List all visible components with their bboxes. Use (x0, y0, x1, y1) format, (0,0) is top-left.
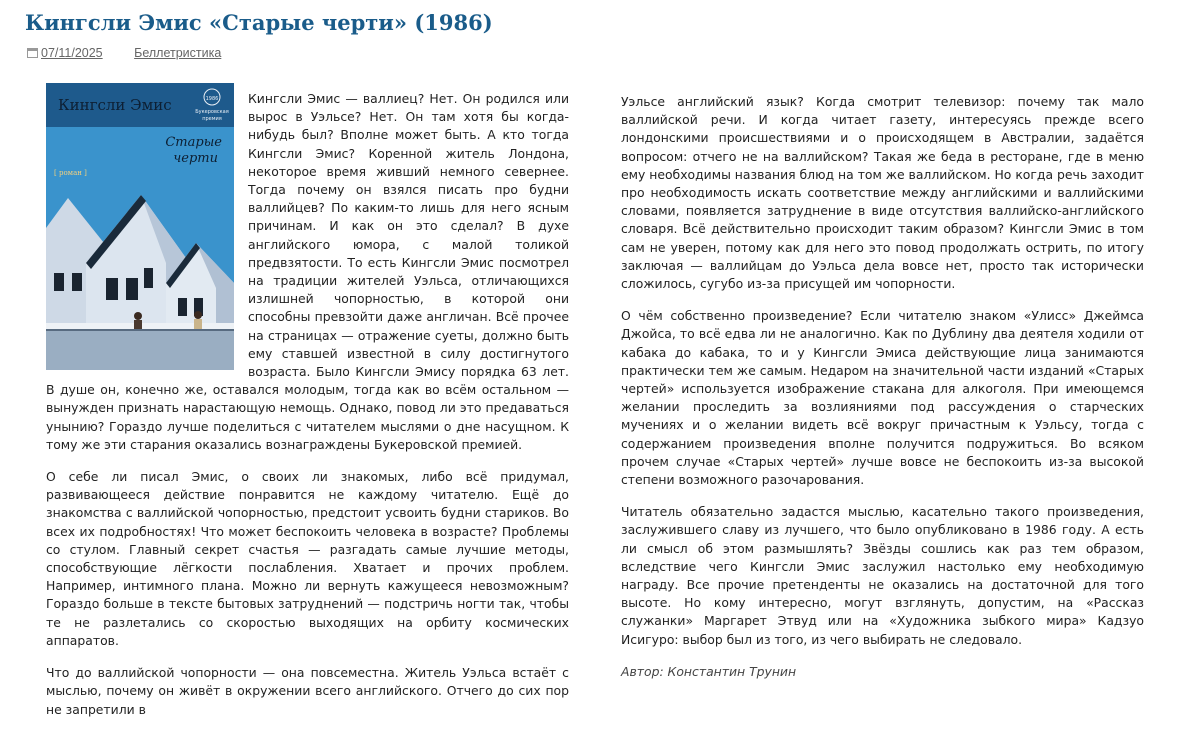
category-link[interactable]: Беллетристика (134, 46, 222, 60)
cover-year-text: 1986 (205, 96, 219, 102)
cover-award-line2: премия (202, 116, 222, 122)
article-column-left (46, 90, 569, 733)
paragraph-4: Уэльсе английский язык? Когда смотрит телевизор: почему так мало валлийской речи. И когда читает газету, интересуясь прежде всего лондонскими происшествиями и о происходящем в Австралии, задаётся вопросом: отчего не на валлийском? Такая же беда в ресторане, где в меню ему необходимы названия блюд на том же валлийском. Но когда речь заходит про необходимость искать соответствие между английскими и валлийскими словами, появляется затруднение в виде отсутствия валлийско-английского словаря. Всё действительно происходит таким образом? Кингсли Эмис в том сам не уверен, потому как для него это повод продолжать острить, по итогу заключая — валлийцам до Уэльса дела вовсе нет, просто так исторически сложилось, сугубо из-за присущей им чопорности. (621, 94, 1144, 292)
cover-badge: [ роман ] (54, 169, 87, 177)
post-date-link[interactable]: 07/11/2025 (41, 46, 103, 60)
cover-title-line2: черти (173, 151, 218, 166)
article-title[interactable]: Кингсли Эмис «Старые черти» (1986) (25, 10, 493, 35)
paragraph-1: Кингсли Эмис — валлиец? Нет. Он родился или вырос в Уэльсе? Нет. Он там хотя бы когда-нибудь был? Вполне может быть. А кто тогда Кингсли Эмис? Коренной житель Лондона, некоторое время живший немного севернее. Тогда почему он взялся писать про будни валлийцев? По каким-то лишь для него ясным причинам. И как он это сделал? В духе английского юмора, с малой толикой предвзятости. То есть Кингсли Эмис посмотрел на традиции жителей Уэльса, отличающихся излишней чопорностью, в которой они способны превзойти даже англичан. Всё прочее на страницах — отражение суеты, должно быть ему ставшей известной в силу достигнутого возраста. Было Кингсли Эмису порядка 63 лет. В душе он, конечно же, оставался молодым, тогда как во всём остальном — вынужден признать нарастающую немощь. Однако, повод ли это предаваться унынию? Гораздо лучше поделиться с читателем мыслями о дне насущном. К тому же эти старания оказались вознаграждены Букеровской премией. (46, 91, 569, 452)
article-column-right (621, 93, 1144, 695)
paragraph-3: Что до валлийской чопорности — она повсеместна. Житель Уэльса встаёт с мыслью, почему он живёт в окружении всего английского. Отчего до сих пор не запретили в (46, 665, 569, 717)
cover-illustration (46, 83, 234, 370)
author-credit: Автор: Константин Трунин (621, 663, 797, 679)
paragraph-5: О чём собственно произведение? Если читателю знаком «Улисс» Джеймса Джойса, то всё едва ли не аналогично. Как по Дублину два деятеля ходили от кабака до кабака, то и у Кингсли Эмиса действующие лица занимаются практически тем же самым. Недаром на значительной части изданий «Старых чертей» используется изображение стакана для алкоголя. При имеющемся желании проследить за возлияниями под рассуждения о старческих мучениях и о желании видеть всё вокруг причастным к Уэльсу, тогда с содержанием произведения вполне получится подружиться. Во всяком прочем случае «Старых чертей» лучше вовсе не беспокоить из-за высокой степени возможного разочарования. (621, 308, 1144, 488)
cover-award-line1: Букеровская (195, 109, 229, 115)
paragraph-2: О себе ли писал Эмис, о своих ли знакомых, либо всё придумал, развивающееся действие понравится не каждому читателю. Ещё до знакомства с валлийской чопорностью, предстоит усвоить будни стариков. Во всех их подробностях! Что может беспокоить человека в возрасте? Проблемы со стулом. Главный секрет счастья — разгадать самые лучшие методы, способствующие лёгкости послабления. Хватает и прочих проблем. Например, интимного плана. Можно ли вернуть кажущееся невозможным? Гораздо больше в тексте бытовых затруднений — подстричь ногти так, чтобы те не разлетались со скоростью выходящих на орбиту космических аппаратов. (46, 469, 569, 648)
cover-title-line1: Старые (165, 135, 222, 150)
cover-author-text: Кингсли Эмис (58, 96, 172, 114)
post-meta (27, 46, 221, 60)
paragraph-6: Читатель обязательно задастся мыслью, касательно такого произведения, заслужившего славу из лучшего, что было опубликовано в 1986 году. А есть ли смысл об этом размышлять? Звёзды сошлись как раз тем образом, вследствие чего Кингсли Эмис заслужил настолько ему необходимую награду. Все прочие претенденты не оказались на достаточной для того высоте. Но кому интересно, могут взглянуть, допустим, на «Рассказ служанки» Маргарет Этвуд или на «Художника зыбкого мира» Кадзуо Исигуро: выбор был из того, из чего выбирать не следовало. (621, 504, 1144, 647)
calendar-icon (27, 48, 38, 58)
book-cover-image (46, 83, 234, 370)
